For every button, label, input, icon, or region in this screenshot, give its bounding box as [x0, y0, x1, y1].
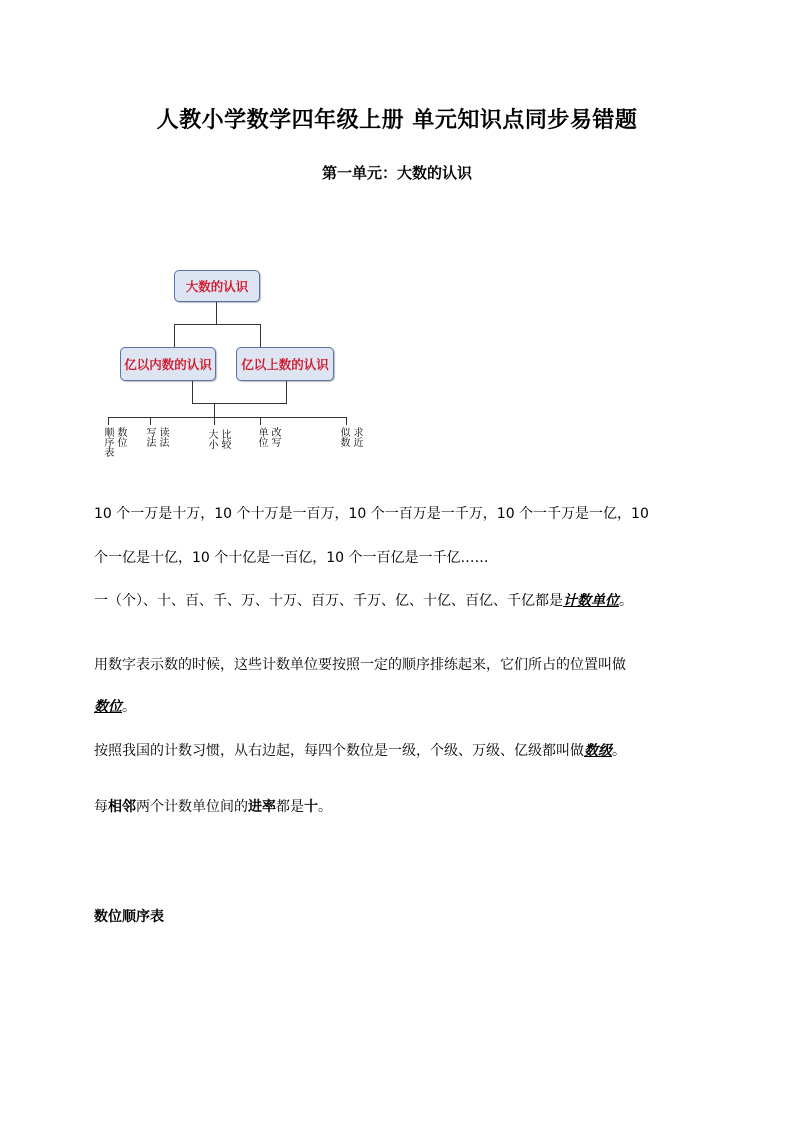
key-term: 计数单位	[563, 593, 619, 609]
text-segment: 都是	[276, 799, 304, 815]
connector	[286, 381, 287, 403]
connector	[260, 324, 261, 347]
concept-node-within-hundred-million: 亿以内数的认识	[120, 347, 216, 381]
key-term: 数位	[94, 699, 122, 715]
leaf-order-table	[102, 427, 126, 457]
text-segment: 。	[619, 593, 633, 609]
key-term: 十	[304, 799, 318, 815]
connector	[346, 417, 347, 425]
connector	[174, 324, 260, 325]
leaf-unit-rewrite	[256, 427, 280, 447]
connector	[174, 324, 175, 347]
key-term: 进率	[248, 799, 276, 815]
paragraph-base-ten	[94, 796, 714, 818]
concept-node-above-hundred-million: 亿以上数的认识	[236, 347, 334, 381]
unit-subtitle: 第一单元：大数的认识	[321, 164, 472, 182]
paragraph-counting-units	[94, 590, 714, 612]
key-term: 数级	[584, 743, 612, 759]
leaf-approximate	[338, 427, 362, 447]
paragraph-digit-position	[94, 644, 714, 728]
leaf-text: 数位	[115, 427, 126, 447]
connector	[108, 417, 109, 425]
paragraph-units-progression	[94, 492, 714, 580]
leaf-text: 读法	[157, 427, 168, 447]
connector	[192, 381, 193, 403]
leaf-text: 改写	[269, 427, 280, 447]
text-segment: 。	[318, 799, 332, 815]
leaf-text: 写法	[144, 427, 155, 447]
text-segment: 。	[122, 699, 136, 715]
document-title: 人教小学数学四年级上册 单元知识点同步易错题	[156, 108, 638, 133]
text-segment: 用数字表示数的时候，这些计数单位要按照一定的顺序排练起来，它们所占的位置叫做	[94, 657, 626, 673]
concept-map	[100, 265, 370, 465]
leaf-text: 顺序表	[102, 427, 113, 457]
text-line: 10 个一万是十万，10 个十万是一百万，10 个一百万是一千万，10 个一千万是一亿，10	[94, 506, 649, 522]
text-segment: 按照我国的计数习惯，从右边起，每四个数位是一级，个级、万级、亿级都叫做	[94, 743, 584, 759]
connector	[214, 403, 215, 417]
text-segment: 。	[612, 743, 626, 759]
text-line: 个一亿是十亿，10 个十亿是一百亿，10 个一百亿是一千亿……	[94, 550, 489, 566]
section-heading: 数位顺序表	[94, 909, 164, 925]
leaf-compare	[206, 429, 230, 449]
leaf-text: 似数	[338, 427, 349, 447]
leaf-text: 求近	[351, 427, 362, 447]
connector	[216, 302, 217, 324]
connector	[192, 403, 287, 404]
concept-root-node: 大数的认识	[174, 270, 260, 302]
text-segment: 两个计数单位间的	[136, 799, 248, 815]
text-segment: 每	[94, 799, 108, 815]
leaf-text: 大小	[206, 429, 217, 449]
connector	[260, 417, 261, 425]
leaf-text: 比较	[219, 429, 230, 449]
leaf-text: 单位	[256, 427, 267, 447]
connector	[150, 417, 151, 425]
paragraph-digit-groups	[94, 740, 714, 762]
text-segment: 一（个）、十、百、千、万、十万、百万、千万、亿、十亿、百亿、千亿都是	[94, 593, 563, 609]
connector	[108, 417, 346, 418]
key-term: 相邻	[108, 799, 136, 815]
leaf-write-read	[144, 427, 168, 447]
connector	[214, 417, 215, 425]
